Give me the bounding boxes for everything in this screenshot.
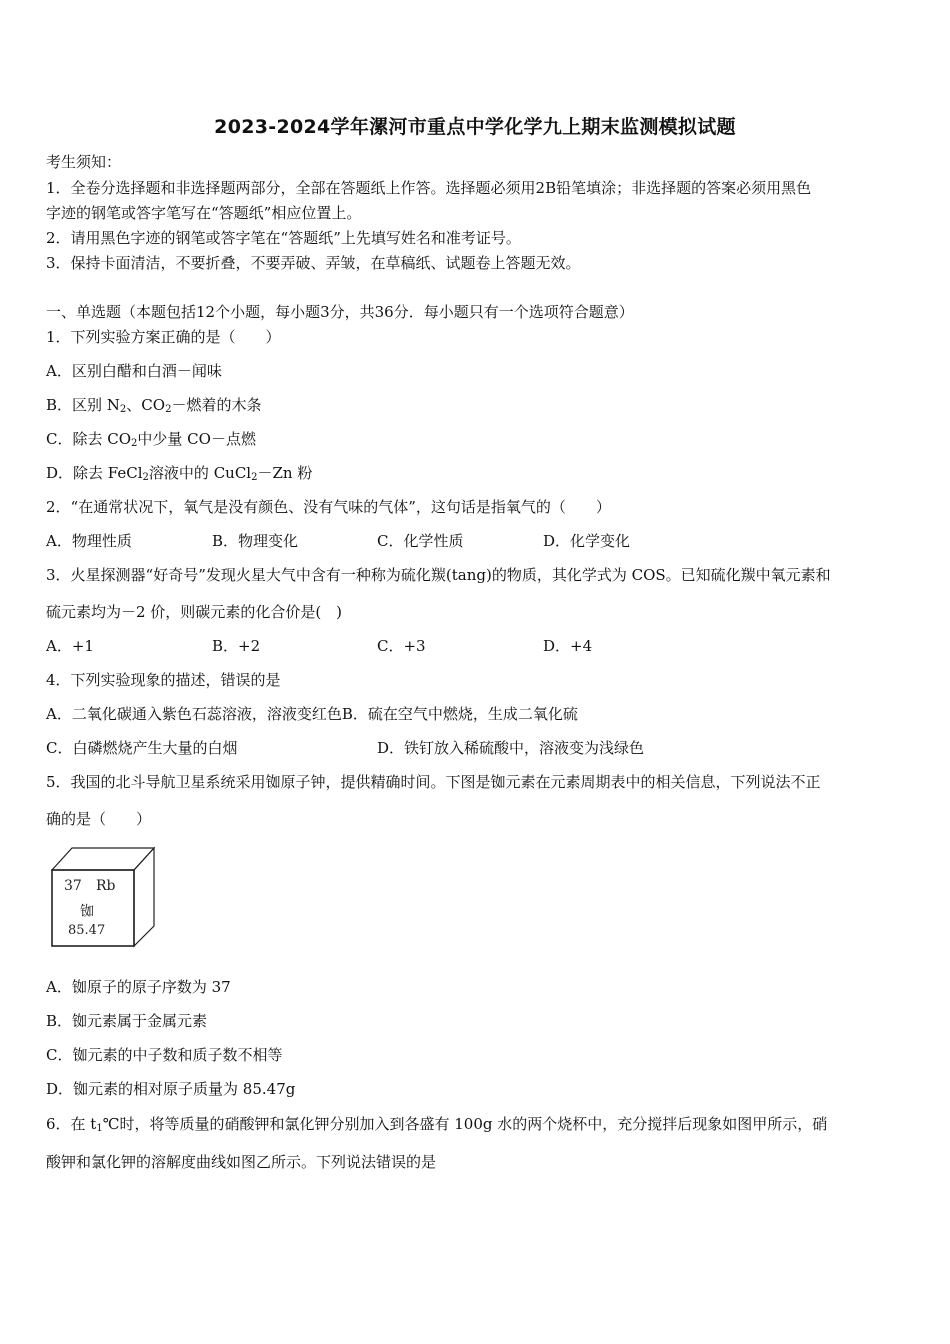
question-5-line-2: 确的是（ ） <box>46 810 152 828</box>
question-2-option-d: D．化学变化 <box>543 532 631 550</box>
question-6-line-1: 6．在 $t_1℃$时，将等质量的硝酸钾和氯化钾分别加入到各盛有 100g 水的两个烧杯中，充分搅拌后现象如图甲所示，硝 <box>46 1115 828 1134</box>
question-2-option-a: A．物理性质 <box>46 532 132 550</box>
question-5-line-1: 5．我国的北斗导航卫星系统采用铷原子钟，提供精确时间。下图是铷元素在元素周期表中的相关信息，下列说法不正 <box>46 773 821 791</box>
question-5-option-a: A．铷原子的原子序数为 37 <box>46 978 231 996</box>
section-heading: 一、单选题（本题包括12个小题，每小题3分，共36分．每小题只有一个选项符合题意） <box>46 303 634 321</box>
question-1-option-c: C．除去 $CO_2$中少量 CO－点燃 <box>46 430 256 449</box>
page-title: 2023-2024学年漯河市重点中学化学九上期末监测模拟试题 <box>214 116 736 138</box>
question-4-options-ab: A．二氧化碳通入紫色石蕊溶液，溶液变红色B．硫在空气中燃烧，生成二氧化硫 <box>46 705 578 723</box>
question-1-option-d: D．除去 FeCl$_2$溶液中的 CuCl$_2$－Zn 粉 <box>46 464 313 483</box>
question-1-option-b: B．区别 $N_2$、$CO_2-$燃着的木条 <box>46 396 262 415</box>
question-3-line-2: 硫元素均为－2 价，则碳元素的化合价是( ) <box>46 603 343 621</box>
notice-item-1-line-2: 字迹的钢笔或答字笔写在“答题纸”相应位置上。 <box>46 204 362 222</box>
element-atomic-mass: 85.47 <box>68 923 106 938</box>
question-4-option-c: C．白磷燃烧产生大量的白烟 <box>46 739 238 757</box>
question-3-option-d: D．+4 <box>543 637 593 655</box>
notice-heading: 考生须知： <box>46 153 122 171</box>
question-2-stem: 2．“在通常状况下，氧气是没有颜色、没有气味的气体”，这句话是指氧气的（ ） <box>46 498 611 516</box>
question-5-option-c: C．铷元素的中子数和质子数不相等 <box>46 1046 283 1064</box>
question-3-option-b: B．+2 <box>212 637 261 655</box>
question-2-option-b: B．物理变化 <box>212 532 299 550</box>
question-3-option-a: A．+1 <box>46 637 94 655</box>
question-4-option-d: D．铁钉放入稀硫酸中，溶液变为浅绿色 <box>377 739 645 757</box>
notice-item-2: 2．请用黑色字迹的钢笔或答字笔在“答题纸”上先填写姓名和准考证号。 <box>46 229 521 247</box>
element-cell-figure <box>50 846 158 948</box>
element-name: 铷 <box>80 904 94 920</box>
question-1-option-a: A．区别白醋和白酒－闻味 <box>46 362 222 380</box>
question-3-option-c: C．+3 <box>377 637 426 655</box>
element-atomic-number: 37 <box>64 878 82 894</box>
question-2-option-c: C．化学性质 <box>377 532 464 550</box>
question-5-option-d: D．铷元素的相对原子质量为 85.47g <box>46 1080 296 1098</box>
question-6-line-2: 酸钾和氯化钾的溶解度曲线如图乙所示。下列说法错误的是 <box>46 1153 437 1171</box>
question-1-stem: 1．下列实验方案正确的是（ ） <box>46 328 281 346</box>
notice-item-3: 3．保持卡面清洁，不要折叠，不要弄破、弄皱，在草稿纸、试题卷上答题无效。 <box>46 254 581 272</box>
element-symbol: Rb <box>96 878 116 894</box>
question-5-option-b: B．铷元素属于金属元素 <box>46 1012 208 1030</box>
question-3-line-1: 3．火星探测器“好奇号”发现火星大气中含有一种称为硫化羰(tang)的物质，其化学式为 COS。已知硫化羰中氧元素和 <box>46 566 831 584</box>
notice-item-1-line-1: 1．全卷分选择题和非选择题两部分，全部在答题纸上作答。选择题必须用2B铅笔填涂；非选择题的答案必须用黑色 <box>46 179 812 197</box>
question-4-stem: 4．下列实验现象的描述，错误的是 <box>46 671 281 689</box>
